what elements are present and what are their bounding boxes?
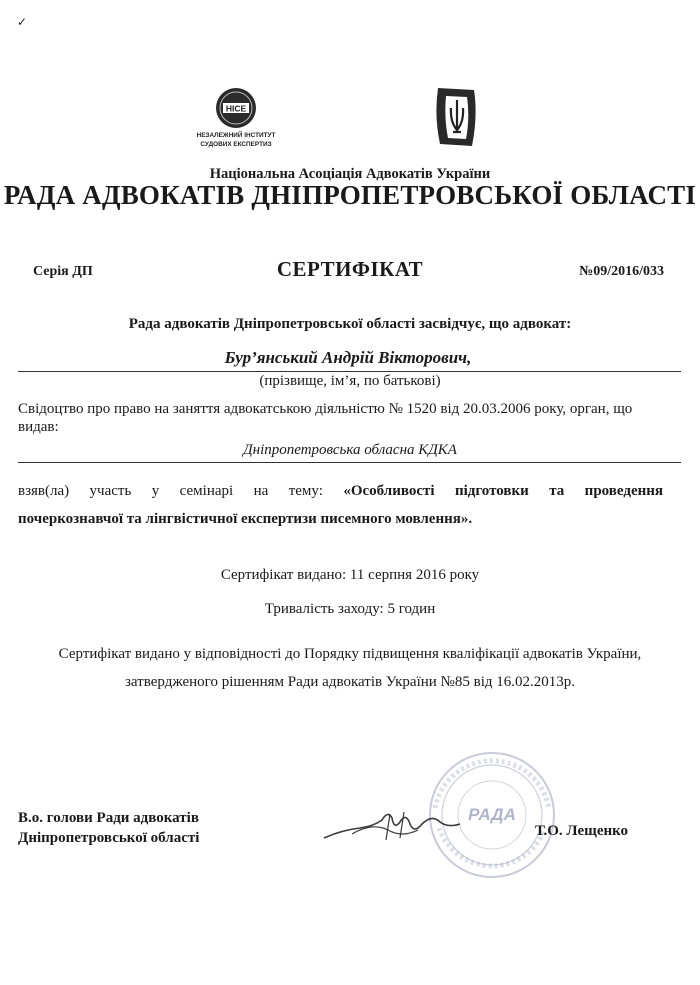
seminar-statement <box>18 477 663 533</box>
handwritten-signature <box>322 800 462 850</box>
seminar-topic-2: почеркознавчої та лінгвістичної експертизи писемного мовлення». <box>18 511 473 527</box>
certificate-series: Серія ДП <box>33 264 93 279</box>
nice-caption-2: СУДОВИХ ЕКСПЕРТИЗ <box>200 141 272 148</box>
certifies-statement: Рада адвокатів Дніпропетровської області засвідчує, що адвокат: <box>128 316 572 332</box>
certificate-title: СЕРТИФІКАТ <box>276 257 424 281</box>
issued-date: Сертифікат видано: 11 серпня 2016 року <box>220 567 480 583</box>
lawyer-name: Бур’янський Андрій Вікторович, <box>224 348 472 367</box>
order-line-2: затвердженого рішенням Ради адвокатів України №85 від 16.02.2013р. <box>124 674 575 690</box>
seminar-line-1 <box>18 477 663 505</box>
nice-caption-1: НЕЗАЛЕЖНИЙ ІНСТИТУТ <box>196 132 276 139</box>
signatory-name: Т.О. Лещенко <box>535 823 629 839</box>
issuer-underline <box>18 462 681 463</box>
name-hint: (прізвище, ім’я, по батькові) <box>259 373 441 389</box>
certificate-number: №09/2016/033 <box>579 264 664 279</box>
council-name: РАДА АДВОКАТІВ ДНІПРОПЕТРОВСЬКОЇ ОБЛАСТІ <box>3 180 697 210</box>
nice-badge-text: НІСЕ <box>225 103 247 114</box>
event-duration: Тривалість заходу: 5 годин <box>264 601 436 617</box>
seminar-prefix: взяв(ла) участь у семінарі на тему: <box>18 483 323 499</box>
seminar-topic-1: «Особливості підготовки та проведення <box>343 483 664 499</box>
name-underline <box>18 371 681 372</box>
issuing-body: Дніпропетровська обласна КДКА <box>243 442 457 458</box>
position-line-1: В.о. голови Ради адвокатів <box>18 810 199 826</box>
license-statement: Свідоцтво про право на заняття адвокатською діяльністю № 1520 від 20.03.2006 року, орган, що видав: <box>18 401 633 435</box>
association-name: Національна Асоціація Адвокатів України <box>209 166 491 182</box>
order-reference <box>0 640 700 696</box>
stamp-center-text: РАДА <box>468 805 516 824</box>
corner-mark: ✓ <box>17 15 28 29</box>
signatory-position <box>18 808 199 848</box>
position-line-2: Дніпропетровської області <box>18 830 200 846</box>
nice-institute-logo <box>193 86 279 152</box>
order-line-1: Сертифікат видано у відповідності до Порядку підвищення кваліфікації адвокатів України, <box>58 646 642 662</box>
trident-shield-logo <box>432 86 482 148</box>
